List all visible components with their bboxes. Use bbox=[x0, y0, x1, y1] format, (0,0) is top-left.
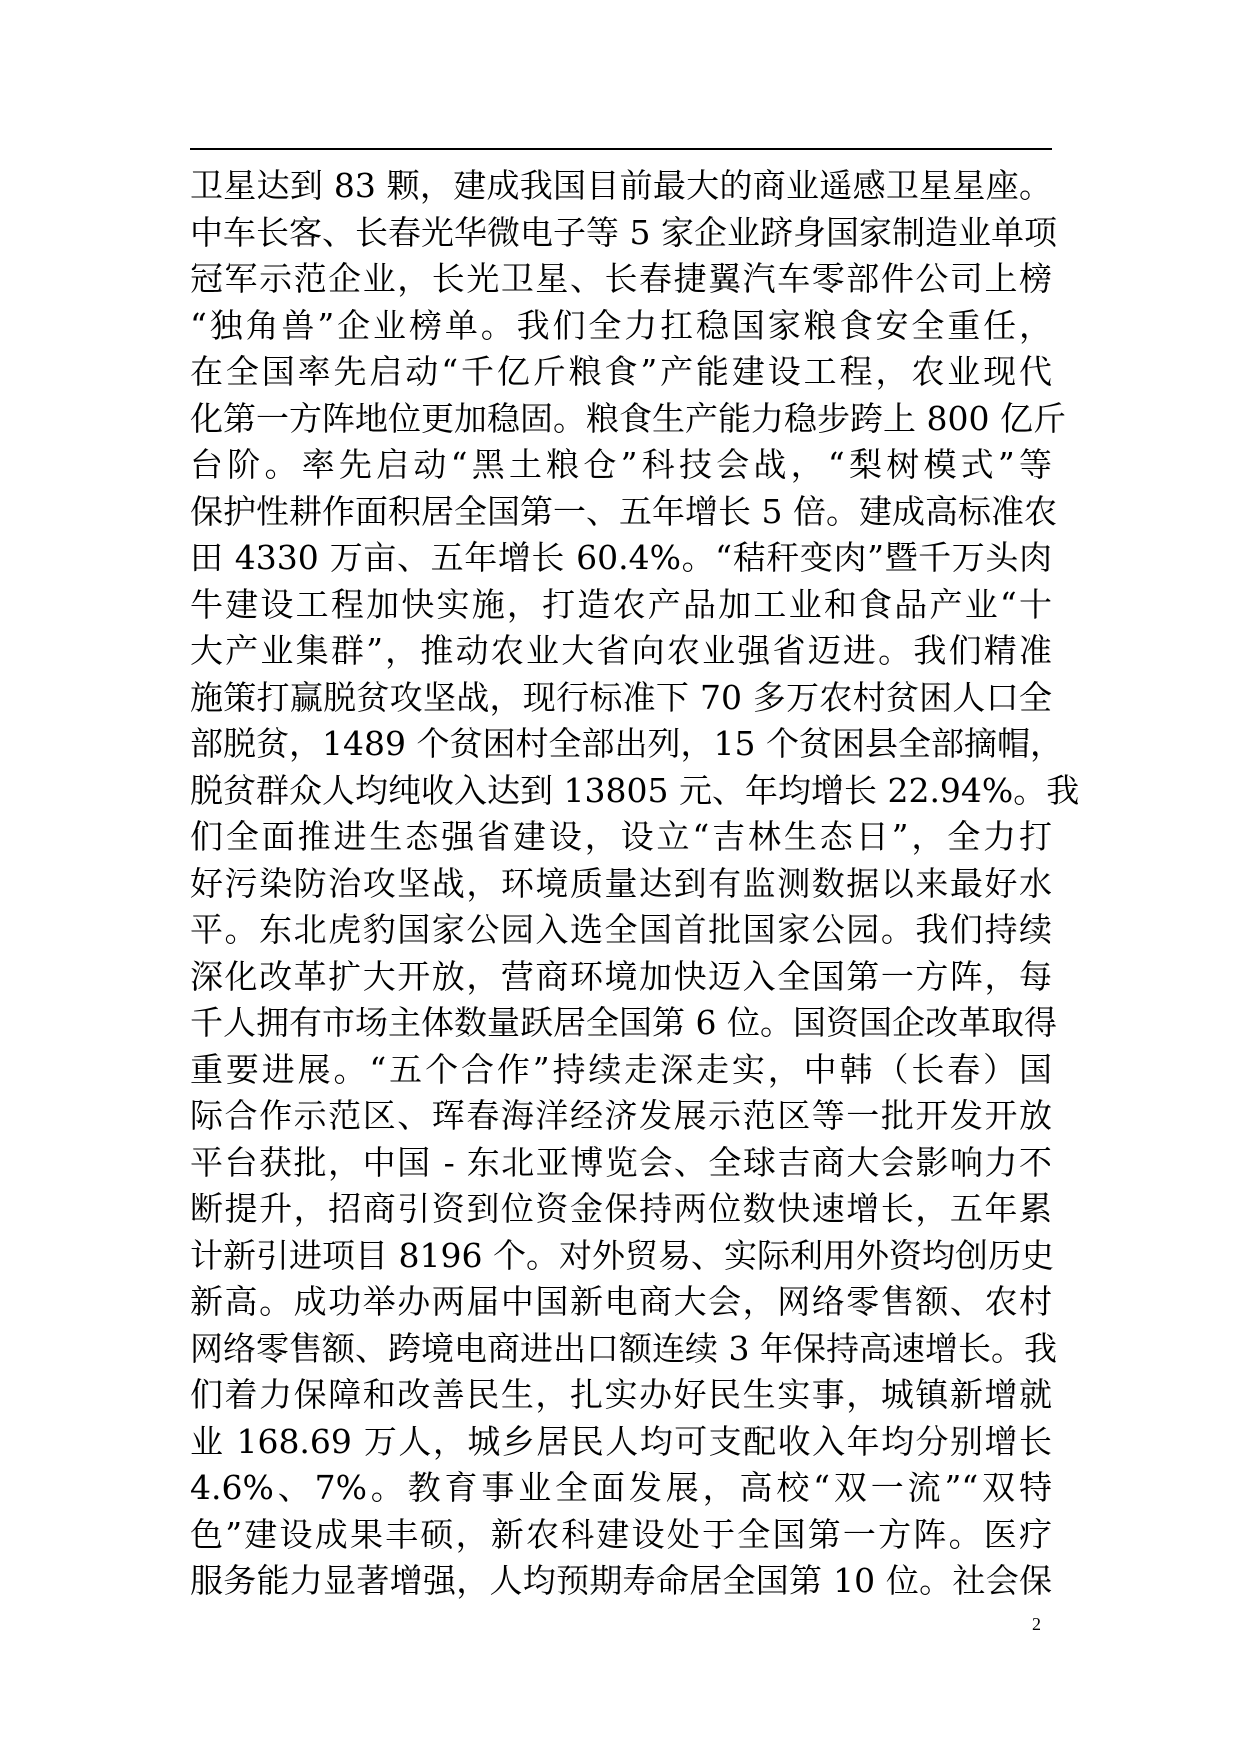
text-line: 中车长客、长春光华微电子等 5 家企业跻身国家制造业单项 bbox=[190, 212, 1057, 252]
body-text bbox=[190, 163, 1080, 1605]
text-line: 台阶。率先启动“黑土粮仓”科技会战，“梨树模式”等 bbox=[190, 445, 1052, 484]
text-line: 平台获批，中国 - 东北亚博览会、全球吉商大会影响力不 bbox=[190, 1142, 1052, 1182]
text-line: 施策打赢脱贫攻坚战，现行标准下 70 多万农村贫困人口全 bbox=[190, 677, 1052, 717]
text-line: 冠军示范企业，长光卫星、长春捷翼汽车零部件公司上榜 bbox=[190, 259, 1052, 298]
text-line: 们全面推进生态强省建设，设立“吉林生态日”，全力打 bbox=[190, 817, 1052, 856]
text-line: 重要进展。“五个合作”持续走深走实，中韩（长春）国 bbox=[190, 1049, 1052, 1089]
text-line: 保护性耕作面积居全国第一、五年增长 5 倍。建成高标准农 bbox=[190, 491, 1057, 531]
text-line: 牛建设工程加快实施，打造农产品加工业和食品产业“十 bbox=[190, 584, 1052, 624]
text-line: 深化改革扩大开放，营商环境加快迈入全国第一方阵，每 bbox=[190, 956, 1052, 996]
text-line: 在全国率先启动“千亿斤粮食”产能建设工程，农业现代 bbox=[190, 352, 1052, 391]
text-line: 平。东北虎豹国家公园入选全国首批国家公园。我们持续 bbox=[190, 910, 1052, 949]
text-line: 网络零售额、跨境电商进出口额连续 3 年保持高速增长。我 bbox=[190, 1328, 1057, 1368]
text-line: 田 4330 万亩、五年增长 60.4%。“秸秆变肉”暨千万头肉 bbox=[190, 538, 1052, 577]
text-line: 脱贫群众人均纯收入达到 13805 元、年均增长 22.94%。我 bbox=[190, 770, 1080, 810]
text-line: 色”建设成果丰硕，新农科建设处于全国第一方阵。医疗 bbox=[190, 1514, 1052, 1554]
text-line: 服务能力显著增强，人均预期寿命居全国第 10 位。社会保 bbox=[190, 1561, 1052, 1600]
text-line: 新高。成功举办两届中国新电商大会，网络零售额、农村 bbox=[190, 1282, 1052, 1321]
text-line: 千人拥有市场主体数量跃居全国第 6 位。国资国企改革取得 bbox=[190, 1003, 1057, 1042]
page-number: 2 bbox=[1032, 1614, 1041, 1634]
text-line: 们着力保障和改善民生，扎实办好民生实事，城镇新增就 bbox=[190, 1375, 1052, 1414]
text-line: 卫星达到 83 颗，建成我国目前最大的商业遥感卫星星座。 bbox=[190, 166, 1052, 205]
header-rule bbox=[190, 148, 1052, 150]
text-line: 4.6%、7%。教育事业全面发展，高校“双一流”“双特 bbox=[190, 1468, 1052, 1507]
text-line: 断提升，招商引资到位资金保持两位数快速增长，五年累 bbox=[190, 1189, 1052, 1228]
text-line: 化第一方阵地位更加稳固。粮食生产能力稳步跨上 800 亿斤 bbox=[190, 398, 1066, 438]
text-line: 大产业集群”，推动农业大省向农业强省迈进。我们精准 bbox=[190, 631, 1052, 670]
text-line: 际合作示范区、珲春海洋经济发展示范区等一批开发开放 bbox=[190, 1096, 1052, 1135]
text-line: “独角兽”企业榜单。我们全力扛稳国家粮食安全重任， bbox=[190, 305, 1052, 345]
text-line: 好污染防治攻坚战，环境质量达到有监测数据以来最好水 bbox=[190, 863, 1052, 903]
text-line: 计新引进项目 8196 个。对外贸易、实际利用外资均创历史 bbox=[190, 1235, 1054, 1275]
text-line: 部脱贫，1489 个贫困村全部出列，15 个贫困县全部摘帽， bbox=[190, 724, 1063, 763]
text-line: 业 168.69 万人，城乡居民人均可支配收入年均分别增长 bbox=[190, 1421, 1052, 1461]
